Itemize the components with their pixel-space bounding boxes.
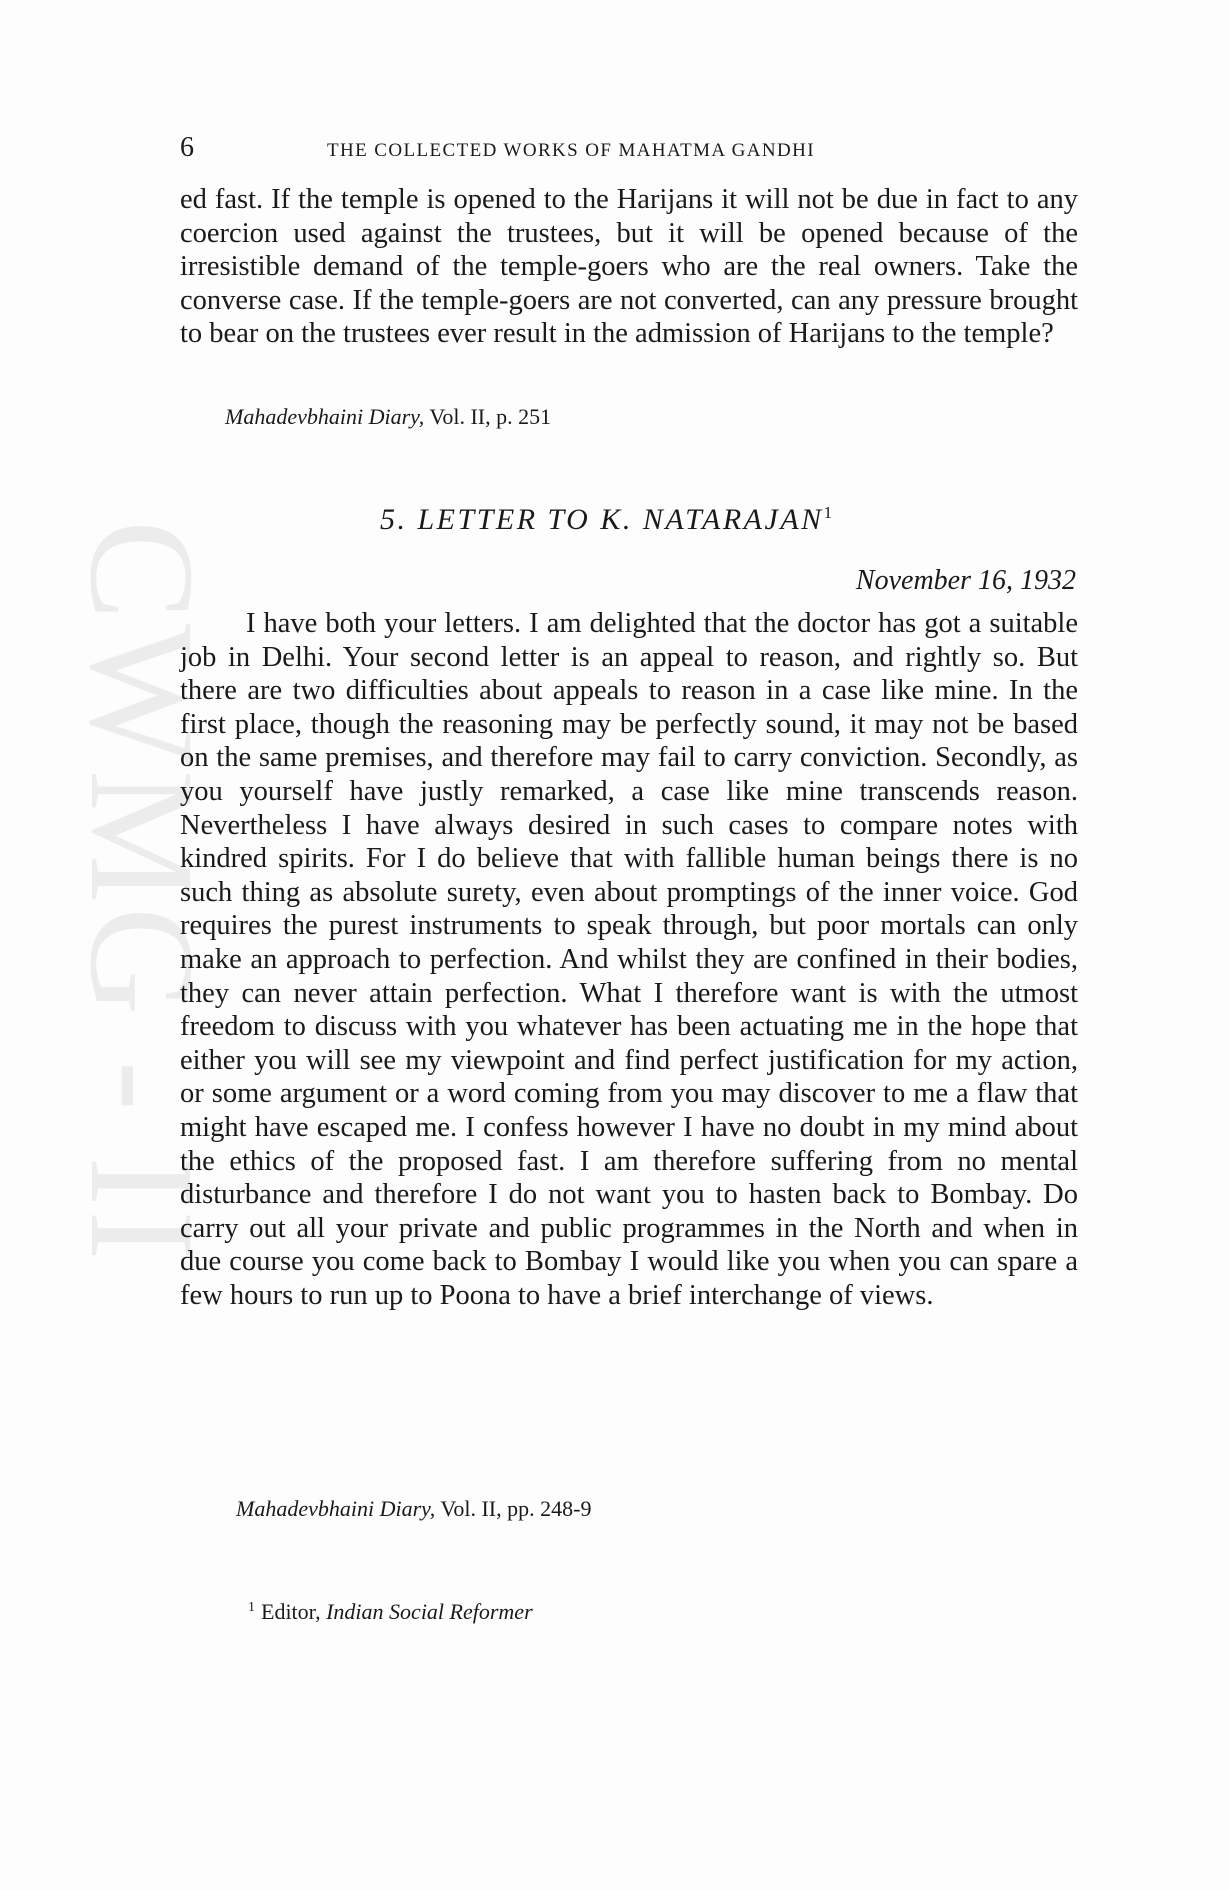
letter-source-ref: Vol. II, pp. 248-9 <box>440 1496 592 1521</box>
letter-number: 5. <box>380 503 408 536</box>
footnote-marker: 1 <box>248 1599 255 1615</box>
source-ref: Vol. II, p. 251 <box>429 404 552 429</box>
letter-paragraph: I have both your letters. I am delighted that the doctor has got a suitable job in Delhi. Your second letter is an appeal to reason, and rightly so. But there are two difficulties about appeals to reason in a case like mine. In the first place, though the reasoning may be perfectly sound, it may not be based on the same premises, and therefore may fail to carry conviction. Secondly, as you yourself have justly remarked, a case like mine transcends reason. Nevertheless I have always desired in such cases to compare notes with kindred spirits. For I do believe that with fallible human beings there is no such thing as absolute surety, even about promptings of the inner voice. God requires the purest instruments to speak through, but poor mortals can only make an approach to perfection. And whilst they are confined in their bodies, they can never attain perfection. What I therefore want is with the utmost freedom to discuss with you whatever has been actuating me in the hope that either you will see my viewpoint and find perfect justification for my action, or some argument or a word coming from you may discover to me a flaw that might have escaped me. I confess however I have no doubt in my mind about the ethics of the proposed fast. I am therefore suffering from no mental disturbance and therefore I do not want you to hasten back to Bombay. Do carry out all your private and public programmes in the North and when in due course you come back to Bombay I would like you when you can spare a few hours to run up to Poona to have a brief interchange of views. <box>180 608 1078 1311</box>
continuation-block <box>180 183 1078 351</box>
running-title: THE COLLECTED WORKS OF MAHATMA GANDHI <box>327 140 815 161</box>
letter-body <box>180 607 1078 1312</box>
footnote-reference: 1 <box>823 503 833 522</box>
letter-heading <box>380 503 832 537</box>
footnote <box>248 1599 533 1625</box>
letter-source-title: Mahadevbhaini Diary, <box>236 1496 436 1521</box>
watermark-text: CWMG - II <box>59 520 225 1265</box>
letter-title: LETTER TO K. NATARAJAN <box>417 503 824 536</box>
letter-source-citation <box>236 1496 591 1522</box>
letter-date: November 16, 1932 <box>855 565 1076 596</box>
source-title: Mahadevbhaini Diary, <box>225 404 425 429</box>
page-number: 6 <box>180 132 194 163</box>
continuation-paragraph: ed fast. If the temple is opened to the Harijans it will not be due in fact to any coercion used against the trustees, but it will be opened because of the irresistible demand of the temple-goers who are the real owners. Take the converse case. If the temple-goers are not converted, can any pressure brought to bear on the trustees ever result in the admission of Harijans to the temple? <box>180 184 1078 350</box>
running-head <box>180 132 1080 166</box>
footnote-publication: Indian Social Reformer <box>326 1599 533 1624</box>
footnote-label: Editor, <box>261 1599 321 1624</box>
source-citation <box>225 404 551 430</box>
